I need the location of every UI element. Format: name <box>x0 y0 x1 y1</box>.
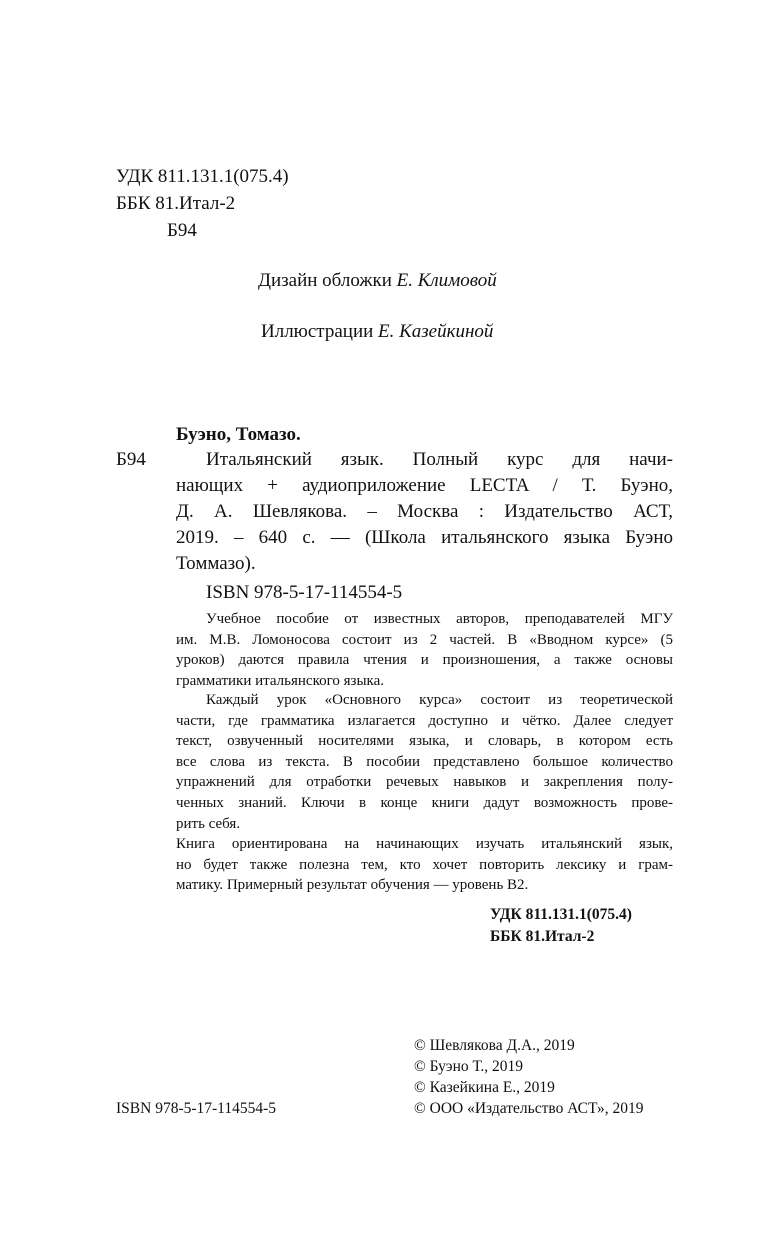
record-author: Буэно, Томазо. <box>176 424 301 445</box>
copyright-line: © Буэно Т., 2019 <box>414 1058 524 1075</box>
annotation-line: Книга ориентирована на начинающих изучать итальянский язык, <box>176 836 673 852</box>
annotation-line: им. М.В. Ломоносова состоит из 2 частей. В «Вводном курсе» (5 <box>176 631 673 648</box>
udk-code-bottom: УДК 811.131.1(075.4) <box>490 906 632 923</box>
annotation-paragraph-3 <box>176 834 673 896</box>
annotation-line: Учебное пособие от известных авторов, преподавателей МГУ <box>206 611 673 627</box>
annotation-line: грамматики итальянского языка. <box>176 672 385 689</box>
illustrations-credit <box>261 321 493 344</box>
annotation-line: рить себя. <box>176 815 241 832</box>
udk-code: УДК 811.131.1(075.4) <box>116 166 289 187</box>
copyright-line: © ООО «Издательство АСТ», 2019 <box>414 1100 644 1117</box>
record-isbn: ISBN 978-5-17-114554-5 <box>206 582 403 603</box>
annotation-line: уроков) даются правила чтения и произношения, а также основы <box>176 652 673 669</box>
cover-design-credit <box>258 270 497 293</box>
cover-design-name: Е. Климовой <box>396 270 497 291</box>
bbk-code-bottom: ББК 81.Итал-2 <box>490 928 595 945</box>
annotation-line: но будет также полезна тем, кто хочет повторить лексику и грам- <box>176 856 673 873</box>
cover-design-label: Дизайн обложки <box>258 270 392 291</box>
annotation-line: текст, озвученный носителями языка, и словарь, в котором есть <box>176 733 673 750</box>
annotation-paragraph-1 <box>176 609 673 691</box>
bbk-code: ББК 81.Итал-2 <box>116 193 236 214</box>
record-line: Томмазо). <box>176 553 256 574</box>
footer-isbn: ISBN 978-5-17-114554-5 <box>116 1100 277 1117</box>
author-mark: Б94 <box>167 220 197 241</box>
annotation-line: Каждый урок «Основного курса» состоит из теоретической <box>206 692 673 708</box>
annotation-line: ченных знаний. Ключи в конце книги дадут возможность прове- <box>176 794 673 811</box>
illustrations-label: Иллюстрации <box>261 321 374 342</box>
annotation-line: все слова из текста. В пособии представлено большое количество <box>176 753 673 770</box>
record-mark: Б94 <box>116 449 146 470</box>
record-line: 2019. – 640 с. — (Школа итальянского языка Буэно <box>176 527 673 548</box>
record-line: Итальянский язык. Полный курс для начи- <box>206 449 673 470</box>
copyright-line: © Шевлякова Д.А., 2019 <box>414 1037 575 1054</box>
copyright-line: © Казейкина Е., 2019 <box>414 1079 555 1096</box>
record-line: нающих + аудиоприложение LECTA / Т. Буэно, <box>176 475 673 496</box>
annotation-paragraph-2 <box>176 690 673 834</box>
record-line: Д. А. Шевлякова. – Москва : Издательство АСТ, <box>176 501 673 522</box>
annotation-line: упражнений для отработки речевых навыков и закрепления полу- <box>176 774 673 791</box>
annotation-line: матику. Примерный результат обучения — уровень В2. <box>176 877 529 894</box>
illustrations-name: Е. Казейкиной <box>378 321 494 342</box>
annotation-line: части, где грамматика излагается доступно и чётко. Далее следует <box>176 712 673 729</box>
